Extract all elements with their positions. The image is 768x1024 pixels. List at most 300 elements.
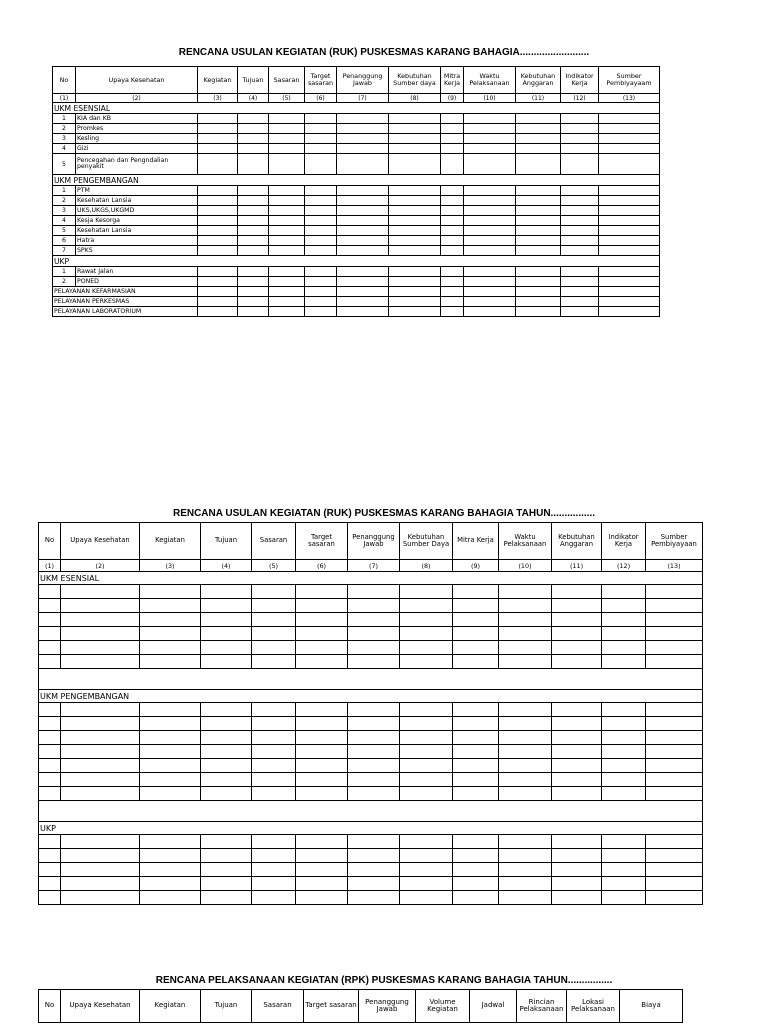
cell[interactable] — [61, 599, 140, 613]
cell[interactable] — [252, 599, 296, 613]
cell[interactable] — [400, 787, 453, 801]
cell[interactable] — [238, 124, 269, 134]
cell[interactable] — [499, 655, 552, 669]
cell[interactable] — [198, 226, 238, 236]
cell[interactable] — [337, 134, 389, 144]
cell[interactable] — [269, 307, 305, 317]
cell[interactable] — [464, 134, 516, 144]
row-no[interactable] — [39, 745, 61, 759]
cell[interactable] — [348, 717, 400, 731]
cell[interactable] — [269, 287, 305, 297]
cell[interactable] — [337, 246, 389, 256]
cell[interactable] — [198, 186, 238, 196]
cell[interactable] — [453, 613, 499, 627]
cell[interactable] — [552, 613, 602, 627]
cell[interactable] — [561, 226, 599, 236]
cell[interactable] — [552, 717, 602, 731]
cell[interactable] — [441, 144, 464, 154]
cell[interactable] — [305, 297, 337, 307]
cell[interactable] — [552, 877, 602, 891]
cell[interactable] — [61, 703, 140, 717]
row-no[interactable] — [39, 655, 61, 669]
cell[interactable] — [400, 717, 453, 731]
cell[interactable] — [252, 717, 296, 731]
cell[interactable] — [441, 196, 464, 206]
cell[interactable] — [646, 613, 703, 627]
cell[interactable] — [599, 287, 660, 297]
cell[interactable] — [348, 655, 400, 669]
cell[interactable] — [464, 307, 516, 317]
cell[interactable] — [198, 206, 238, 216]
cell[interactable] — [61, 773, 140, 787]
cell[interactable] — [61, 641, 140, 655]
cell[interactable] — [252, 613, 296, 627]
cell[interactable] — [499, 717, 552, 731]
cell[interactable] — [269, 124, 305, 134]
cell[interactable] — [252, 641, 296, 655]
cell[interactable] — [464, 154, 516, 175]
cell[interactable] — [337, 114, 389, 124]
cell[interactable] — [599, 206, 660, 216]
cell[interactable] — [201, 613, 252, 627]
cell[interactable] — [305, 206, 337, 216]
row-no[interactable] — [39, 585, 61, 599]
cell[interactable] — [453, 627, 499, 641]
cell[interactable] — [348, 863, 400, 877]
cell[interactable] — [198, 216, 238, 226]
cell[interactable] — [602, 787, 646, 801]
cell[interactable] — [389, 196, 441, 206]
cell[interactable] — [599, 134, 660, 144]
cell[interactable] — [201, 745, 252, 759]
cell[interactable] — [198, 114, 238, 124]
cell[interactable] — [61, 759, 140, 773]
cell[interactable] — [269, 206, 305, 216]
cell[interactable] — [464, 246, 516, 256]
cell[interactable] — [646, 717, 703, 731]
cell[interactable] — [400, 891, 453, 905]
cell[interactable] — [296, 849, 348, 863]
cell[interactable] — [602, 891, 646, 905]
cell[interactable] — [552, 835, 602, 849]
cell[interactable] — [140, 891, 201, 905]
cell[interactable] — [337, 277, 389, 287]
cell[interactable] — [389, 216, 441, 226]
cell[interactable] — [389, 287, 441, 297]
cell[interactable] — [305, 196, 337, 206]
cell[interactable] — [499, 863, 552, 877]
cell[interactable] — [296, 835, 348, 849]
cell[interactable] — [198, 277, 238, 287]
cell[interactable] — [389, 277, 441, 287]
cell[interactable] — [453, 641, 499, 655]
cell[interactable] — [602, 641, 646, 655]
cell[interactable] — [198, 236, 238, 246]
cell[interactable] — [464, 196, 516, 206]
cell[interactable] — [602, 717, 646, 731]
cell[interactable] — [269, 267, 305, 277]
cell[interactable] — [269, 186, 305, 196]
cell[interactable] — [602, 599, 646, 613]
cell[interactable] — [61, 717, 140, 731]
cell[interactable] — [602, 613, 646, 627]
cell[interactable] — [140, 787, 201, 801]
cell[interactable] — [238, 134, 269, 144]
cell[interactable] — [453, 731, 499, 745]
cell[interactable] — [201, 863, 252, 877]
cell[interactable] — [516, 226, 561, 236]
cell[interactable] — [348, 759, 400, 773]
cell[interactable] — [602, 863, 646, 877]
cell[interactable] — [269, 196, 305, 206]
cell[interactable] — [400, 599, 453, 613]
cell[interactable] — [453, 877, 499, 891]
cell[interactable] — [269, 226, 305, 236]
cell[interactable] — [646, 655, 703, 669]
cell[interactable] — [400, 759, 453, 773]
cell[interactable] — [252, 655, 296, 669]
cell[interactable] — [646, 641, 703, 655]
cell[interactable] — [198, 134, 238, 144]
cell[interactable] — [516, 134, 561, 144]
cell[interactable] — [198, 307, 238, 317]
cell[interactable] — [561, 307, 599, 317]
cell[interactable] — [499, 703, 552, 717]
cell[interactable] — [441, 216, 464, 226]
cell[interactable] — [61, 613, 140, 627]
cell[interactable] — [296, 641, 348, 655]
cell[interactable] — [499, 891, 552, 905]
cell[interactable] — [441, 297, 464, 307]
cell[interactable] — [348, 787, 400, 801]
cell[interactable] — [238, 206, 269, 216]
cell[interactable] — [602, 773, 646, 787]
cell[interactable] — [238, 196, 269, 206]
cell[interactable] — [561, 206, 599, 216]
cell[interactable] — [348, 731, 400, 745]
cell[interactable] — [252, 849, 296, 863]
cell[interactable] — [602, 731, 646, 745]
cell[interactable] — [453, 849, 499, 863]
cell[interactable] — [305, 124, 337, 134]
cell[interactable] — [140, 745, 201, 759]
cell[interactable] — [140, 641, 201, 655]
cell[interactable] — [252, 585, 296, 599]
cell[interactable] — [400, 849, 453, 863]
cell[interactable] — [400, 655, 453, 669]
cell[interactable] — [198, 144, 238, 154]
cell[interactable] — [296, 731, 348, 745]
cell[interactable] — [552, 599, 602, 613]
cell[interactable] — [140, 585, 201, 599]
cell[interactable] — [305, 307, 337, 317]
cell[interactable] — [140, 627, 201, 641]
cell[interactable] — [516, 307, 561, 317]
cell[interactable] — [337, 236, 389, 246]
cell[interactable] — [252, 627, 296, 641]
cell[interactable] — [646, 627, 703, 641]
cell[interactable] — [561, 154, 599, 175]
cell[interactable] — [296, 787, 348, 801]
cell[interactable] — [453, 703, 499, 717]
cell[interactable] — [305, 134, 337, 144]
cell[interactable] — [441, 186, 464, 196]
cell[interactable] — [201, 877, 252, 891]
cell[interactable] — [561, 124, 599, 134]
cell[interactable] — [238, 144, 269, 154]
cell[interactable] — [269, 144, 305, 154]
row-no[interactable] — [39, 863, 61, 877]
cell[interactable] — [400, 585, 453, 599]
cell[interactable] — [400, 641, 453, 655]
cell[interactable] — [337, 206, 389, 216]
cell[interactable] — [464, 124, 516, 134]
cell[interactable] — [140, 877, 201, 891]
cell[interactable] — [599, 186, 660, 196]
cell[interactable] — [296, 863, 348, 877]
cell[interactable] — [201, 585, 252, 599]
cell[interactable] — [140, 703, 201, 717]
cell[interactable] — [516, 144, 561, 154]
cell[interactable] — [499, 731, 552, 745]
cell[interactable] — [269, 236, 305, 246]
cell[interactable] — [516, 267, 561, 277]
cell[interactable] — [453, 599, 499, 613]
cell[interactable] — [198, 297, 238, 307]
cell[interactable] — [238, 246, 269, 256]
cell[interactable] — [516, 196, 561, 206]
cell[interactable] — [61, 655, 140, 669]
cell[interactable] — [499, 787, 552, 801]
cell[interactable] — [348, 745, 400, 759]
cell[interactable] — [646, 745, 703, 759]
cell[interactable] — [602, 745, 646, 759]
cell[interactable] — [201, 703, 252, 717]
cell[interactable] — [599, 307, 660, 317]
cell[interactable] — [61, 585, 140, 599]
cell[interactable] — [516, 277, 561, 287]
cell[interactable] — [348, 849, 400, 863]
cell[interactable] — [552, 891, 602, 905]
cell[interactable] — [389, 307, 441, 317]
row-no[interactable] — [39, 703, 61, 717]
cell[interactable] — [305, 277, 337, 287]
cell[interactable] — [499, 877, 552, 891]
cell[interactable] — [198, 154, 238, 175]
cell[interactable] — [646, 787, 703, 801]
cell[interactable] — [499, 641, 552, 655]
cell[interactable] — [252, 745, 296, 759]
cell[interactable] — [296, 655, 348, 669]
cell[interactable] — [599, 144, 660, 154]
cell[interactable] — [499, 849, 552, 863]
cell[interactable] — [499, 745, 552, 759]
cell[interactable] — [400, 877, 453, 891]
row-no[interactable] — [39, 849, 61, 863]
cell[interactable] — [201, 641, 252, 655]
cell[interactable] — [238, 154, 269, 175]
cell[interactable] — [348, 835, 400, 849]
cell[interactable] — [602, 585, 646, 599]
cell[interactable] — [552, 627, 602, 641]
cell[interactable] — [296, 703, 348, 717]
cell[interactable] — [441, 277, 464, 287]
cell[interactable] — [140, 613, 201, 627]
cell[interactable] — [646, 599, 703, 613]
cell[interactable] — [198, 246, 238, 256]
cell[interactable] — [269, 154, 305, 175]
cell[interactable] — [602, 703, 646, 717]
cell[interactable] — [646, 877, 703, 891]
cell[interactable] — [252, 787, 296, 801]
cell[interactable] — [61, 731, 140, 745]
cell[interactable] — [561, 134, 599, 144]
cell[interactable] — [348, 599, 400, 613]
cell[interactable] — [348, 641, 400, 655]
cell[interactable] — [499, 613, 552, 627]
cell[interactable] — [296, 759, 348, 773]
cell[interactable] — [441, 206, 464, 216]
cell[interactable] — [516, 114, 561, 124]
cell[interactable] — [453, 585, 499, 599]
cell[interactable] — [198, 196, 238, 206]
cell[interactable] — [238, 297, 269, 307]
cell[interactable] — [305, 246, 337, 256]
cell[interactable] — [296, 877, 348, 891]
cell[interactable] — [646, 773, 703, 787]
cell[interactable] — [348, 703, 400, 717]
cell[interactable] — [464, 206, 516, 216]
cell[interactable] — [499, 599, 552, 613]
cell[interactable] — [561, 186, 599, 196]
cell[interactable] — [441, 114, 464, 124]
cell[interactable] — [400, 773, 453, 787]
cell[interactable] — [238, 236, 269, 246]
cell[interactable] — [646, 585, 703, 599]
cell[interactable] — [389, 236, 441, 246]
cell[interactable] — [464, 277, 516, 287]
cell[interactable] — [269, 114, 305, 124]
cell[interactable] — [269, 246, 305, 256]
cell[interactable] — [201, 731, 252, 745]
cell[interactable] — [441, 307, 464, 317]
cell[interactable] — [337, 307, 389, 317]
cell[interactable] — [389, 246, 441, 256]
cell[interactable] — [441, 124, 464, 134]
cell[interactable] — [599, 236, 660, 246]
cell[interactable] — [296, 627, 348, 641]
cell[interactable] — [348, 773, 400, 787]
cell[interactable] — [602, 849, 646, 863]
cell[interactable] — [441, 226, 464, 236]
cell[interactable] — [252, 703, 296, 717]
cell[interactable] — [561, 144, 599, 154]
cell[interactable] — [305, 186, 337, 196]
cell[interactable] — [238, 216, 269, 226]
cell[interactable] — [561, 236, 599, 246]
cell[interactable] — [305, 144, 337, 154]
cell[interactable] — [646, 703, 703, 717]
cell[interactable] — [296, 891, 348, 905]
cell[interactable] — [337, 196, 389, 206]
row-no[interactable] — [39, 641, 61, 655]
cell[interactable] — [516, 297, 561, 307]
cell[interactable] — [269, 277, 305, 287]
cell[interactable] — [252, 877, 296, 891]
cell[interactable] — [602, 835, 646, 849]
cell[interactable] — [296, 745, 348, 759]
cell[interactable] — [252, 891, 296, 905]
cell[interactable] — [389, 144, 441, 154]
cell[interactable] — [305, 114, 337, 124]
cell[interactable] — [499, 759, 552, 773]
cell[interactable] — [252, 835, 296, 849]
cell[interactable] — [238, 226, 269, 236]
cell[interactable] — [499, 835, 552, 849]
row-no[interactable] — [39, 599, 61, 613]
row-no[interactable] — [39, 759, 61, 773]
cell[interactable] — [201, 717, 252, 731]
cell[interactable] — [238, 307, 269, 317]
cell[interactable] — [599, 297, 660, 307]
cell[interactable] — [61, 849, 140, 863]
cell[interactable] — [599, 246, 660, 256]
cell[interactable] — [464, 186, 516, 196]
cell[interactable] — [552, 745, 602, 759]
cell[interactable] — [516, 154, 561, 175]
cell[interactable] — [238, 114, 269, 124]
cell[interactable] — [296, 599, 348, 613]
cell[interactable] — [646, 835, 703, 849]
cell[interactable] — [305, 226, 337, 236]
cell[interactable] — [561, 216, 599, 226]
cell[interactable] — [269, 216, 305, 226]
cell[interactable] — [441, 134, 464, 144]
cell[interactable] — [140, 599, 201, 613]
cell[interactable] — [552, 585, 602, 599]
row-no[interactable] — [39, 877, 61, 891]
cell[interactable] — [140, 655, 201, 669]
cell[interactable] — [464, 226, 516, 236]
cell[interactable] — [201, 655, 252, 669]
cell[interactable] — [453, 863, 499, 877]
cell[interactable] — [400, 731, 453, 745]
cell[interactable] — [599, 216, 660, 226]
cell[interactable] — [61, 627, 140, 641]
cell[interactable] — [348, 627, 400, 641]
row-no[interactable] — [39, 613, 61, 627]
cell[interactable] — [389, 134, 441, 144]
cell[interactable] — [552, 731, 602, 745]
cell[interactable] — [389, 297, 441, 307]
cell[interactable] — [561, 277, 599, 287]
cell[interactable] — [348, 613, 400, 627]
cell[interactable] — [464, 236, 516, 246]
cell[interactable] — [516, 236, 561, 246]
cell[interactable] — [561, 196, 599, 206]
cell[interactable] — [337, 267, 389, 277]
cell[interactable] — [198, 124, 238, 134]
cell[interactable] — [499, 773, 552, 787]
cell[interactable] — [389, 124, 441, 134]
cell[interactable] — [400, 745, 453, 759]
cell[interactable] — [140, 849, 201, 863]
cell[interactable] — [400, 863, 453, 877]
row-no[interactable] — [39, 773, 61, 787]
cell[interactable] — [453, 835, 499, 849]
cell[interactable] — [453, 787, 499, 801]
cell[interactable] — [464, 114, 516, 124]
